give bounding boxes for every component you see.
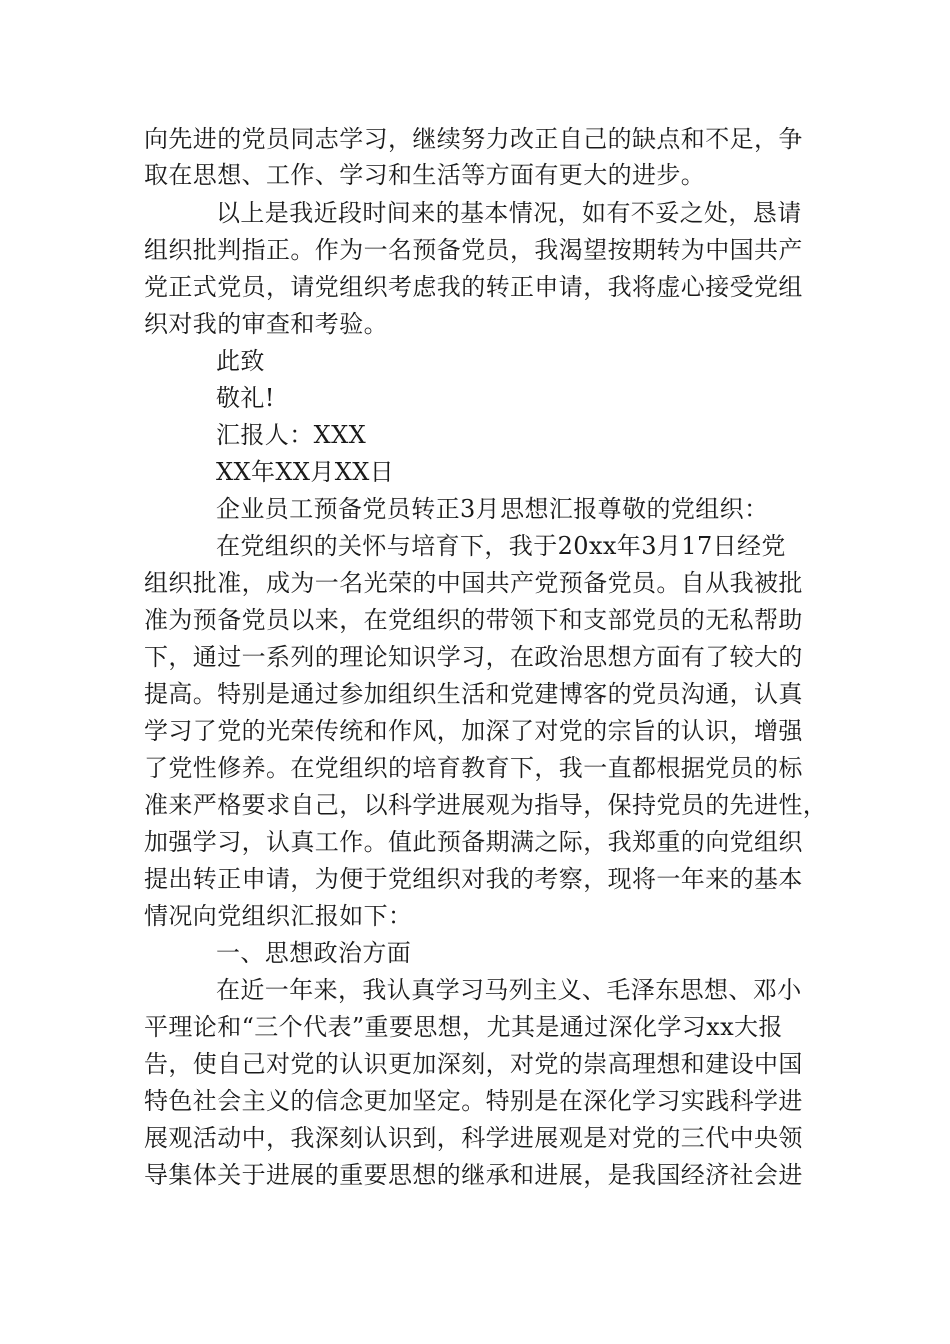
text-line: 学习了党的光荣传统和作风，加深了对党的宗旨的认识，增强	[144, 717, 803, 745]
text-line: 加强学习，认真工作。值此预备期满之际，我郑重的向党组织	[144, 828, 803, 856]
text-line: 提高。特别是通过参加组织生活和党建博客的党员沟通，认真	[144, 680, 803, 708]
text-line: 以上是我近段时间来的基本情况，如有不妥之处，恳请	[216, 199, 802, 227]
closing-line: 敬礼!	[216, 384, 275, 412]
text-line: 平理论和“三个代表”重要思想，尤其是通过深化学习xx大报	[144, 1013, 783, 1041]
text-line: 特色社会主义的信念更加坚定。特别是在深化学习实践科学进	[144, 1087, 803, 1115]
text-line: 提出转正申请，为便于党组织对我的考察，现将一年来的基本	[144, 865, 803, 893]
text-line: 导集体关于进展的重要思想的继承和进展，是我国经济社会进	[144, 1161, 803, 1189]
reporter-line: 汇报人：XXX	[216, 421, 367, 449]
text-line: 向先进的党员同志学习，继续努力改正自己的缺点和不足，争	[144, 125, 803, 153]
text-line: 组织批判指正。作为一名预备党员，我渴望按期转为中国共产	[144, 236, 803, 264]
text-line: 在党组织的关怀与培育下，我于20xx年3月17日经党	[216, 532, 786, 560]
closing-line: 此致	[216, 347, 265, 375]
text-line: 准为预备党员以来，在党组织的带领下和支部党员的无私帮助	[144, 606, 803, 634]
text-line: 在近一年来，我认真学习马列主义、毛泽东思想、邓小	[216, 976, 802, 1004]
text-line: 告，使自己对党的认识更加深刻，对党的崇高理想和建设中国	[144, 1050, 803, 1078]
section-heading: 一、思想政治方面	[216, 939, 412, 967]
date-line: XX年XX月XX日	[216, 458, 395, 486]
text-line: 准来严格要求自己，以科学进展观为指导，保持党员的先进性，	[144, 791, 828, 819]
text-line: 取在思想、工作、学习和生活等方面有更大的进步。	[144, 161, 706, 189]
text-line: 织对我的审查和考验。	[144, 310, 388, 338]
text-line: 展观活动中，我深刻认识到，科学进展观是对党的三代中央领	[144, 1124, 803, 1152]
text-line: 了党性修养。在党组织的培育教育下，我一直都根据党员的标	[144, 754, 803, 782]
section-title: 企业员工预备党员转正3月思想汇报尊敬的党组织：	[216, 495, 769, 523]
text-line: 情况向党组织汇报如下：	[144, 902, 413, 930]
text-line: 党正式党员，请党组织考虑我的转正申请，我将虚心接受党组	[144, 273, 803, 301]
text-line: 组织批准，成为一名光荣的中国共产党预备党员。自从我被批	[144, 569, 803, 597]
text-line: 下，通过一系列的理论知识学习，在政治思想方面有了较大的	[144, 643, 803, 671]
